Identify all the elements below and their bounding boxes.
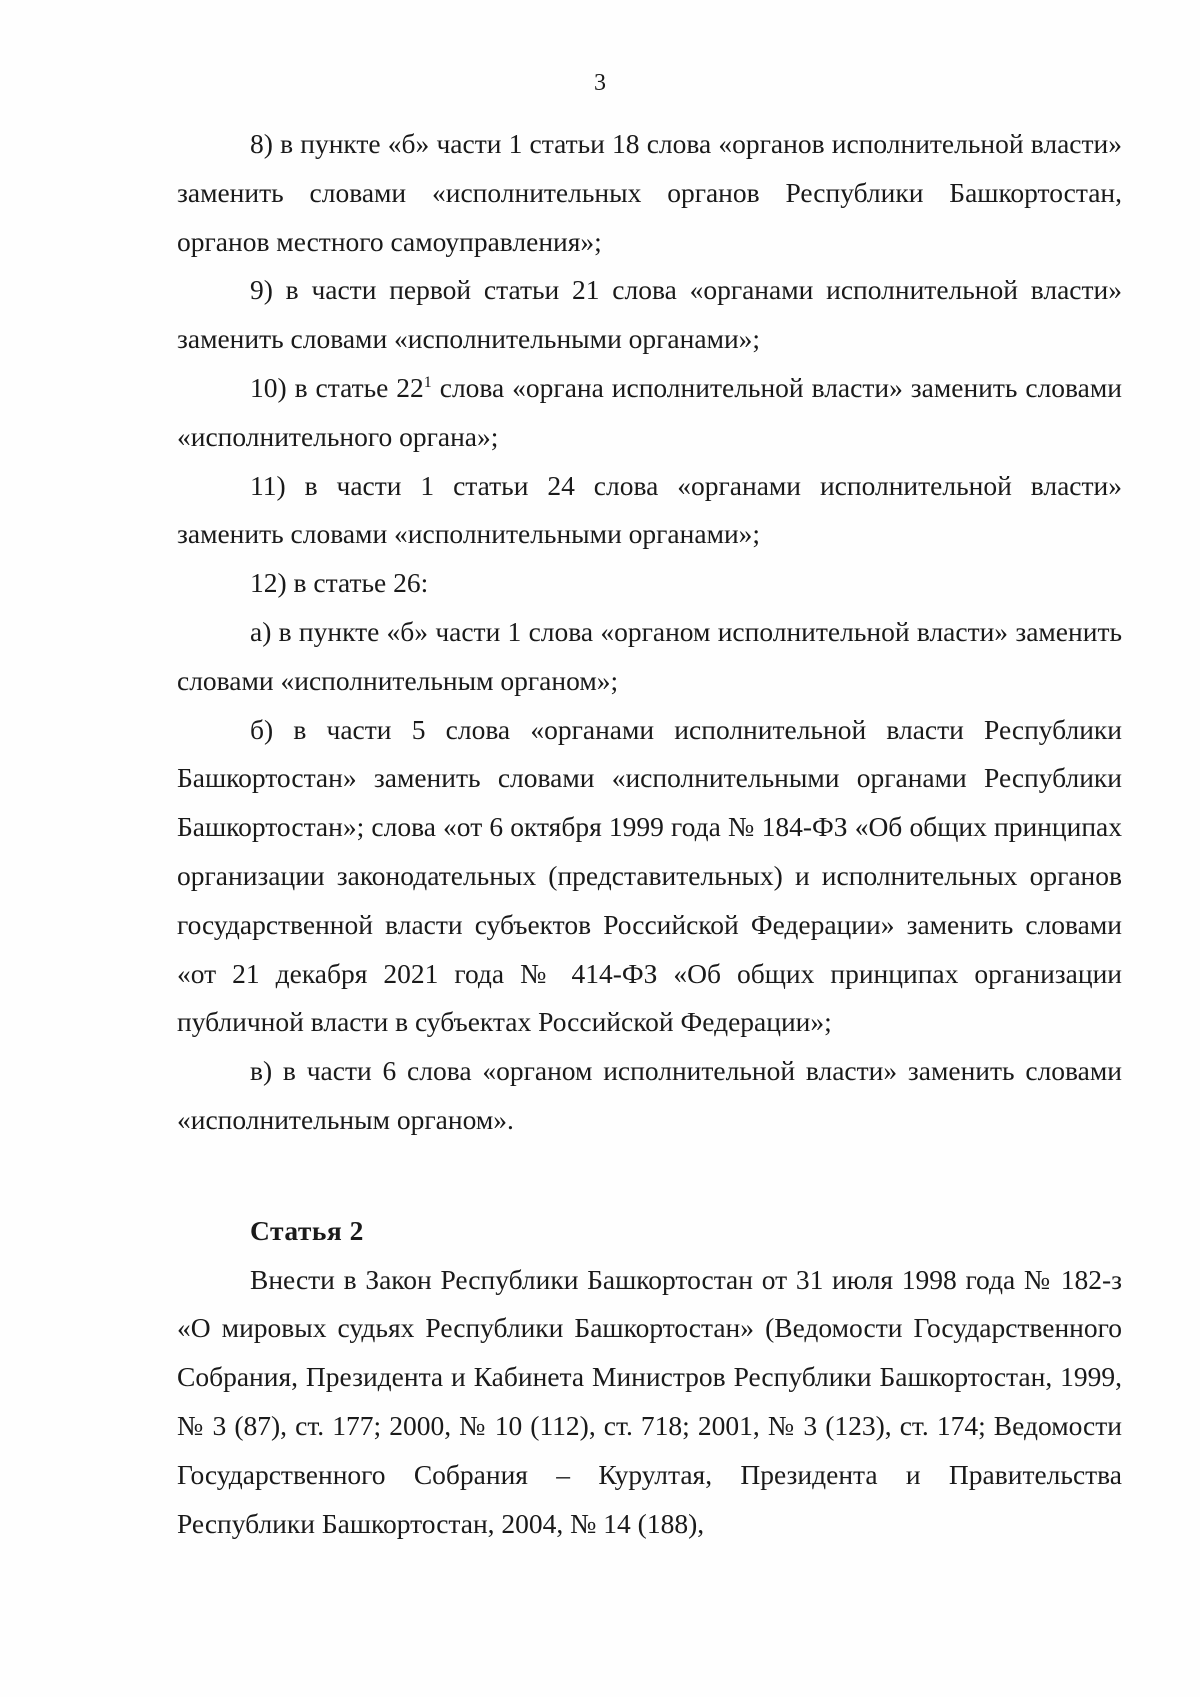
paragraph-item-12: 12) в статье 26: (250, 567, 429, 599)
paragraph-item-9: 9) в части первой статьи 21 слова «органами исполнительной власти» заменить словами «исполнительными органами»; (177, 274, 1122, 355)
paragraph-item-10 (177, 364, 1122, 462)
superscript-index: 1 (423, 373, 432, 391)
article-2-text: Внести в Закон Республики Башкортостан от 31 июля 1998 года № 182-з «О мировых судьях Республики Башкортостан» (Ведомости Государственного Собрания, Президента и Кабинета Министров Республики Башкортостан, 1999, № 3 (87), ст. 177; 2000, № 10 (112), ст. 718; 2001, № 3 (123), ст. 174; Ведомости Государственного Собрания – Курултая, Президента и Правительства Республики Башкортостан, 2004, № 14 (188), (177, 1263, 1122, 1539)
paragraph-item-10-text-after: слова «органа исполнительной власти» заменить словами «исполнительного органа»; (177, 371, 1123, 452)
article-2-heading: Статья 2 (250, 1214, 364, 1246)
page-number: 3 (594, 70, 606, 96)
subparagraph-a: а) в пункте «б» части 1 слова «органом исполнительной власти» заменить словами «исполнительным органом»; (177, 615, 1122, 696)
subparagraph-v: в) в части 6 слова «органом исполнительной власти» заменить словами «исполнительным органом». (177, 1055, 1122, 1135)
paragraph-item-8: 8) в пункте «б» части 1 статьи 18 слова «органов исполнительной власти» заменить словами «исполнительных органов Республики Башкортостан, органов местного самоуправления»; (177, 128, 1122, 257)
paragraph-item-10-text-before: 10) в статье 22 (250, 371, 424, 403)
paragraph-item-11: 11) в части 1 статьи 24 слова «органами исполнительной власти» заменить словами «исполнительными органами»; (177, 469, 1122, 550)
document-body (177, 120, 1122, 1548)
subparagraph-b: б) в части 5 слова «органами исполнительной власти Республики Башкортостан» заменить словами «исполнительными органами Республики Башкортостан»; слова «от 6 октября 1999 года № 184-ФЗ «Об общих принципах организации законодательных (представительных) и исполнительных органов государственной власти субъектов Российской Федерации» заменить словами «от 21 декабря 2021 года № 414-ФЗ «Об общих принципах организации публичной власти в субъектах Российской Федерации»; (177, 713, 1122, 1038)
